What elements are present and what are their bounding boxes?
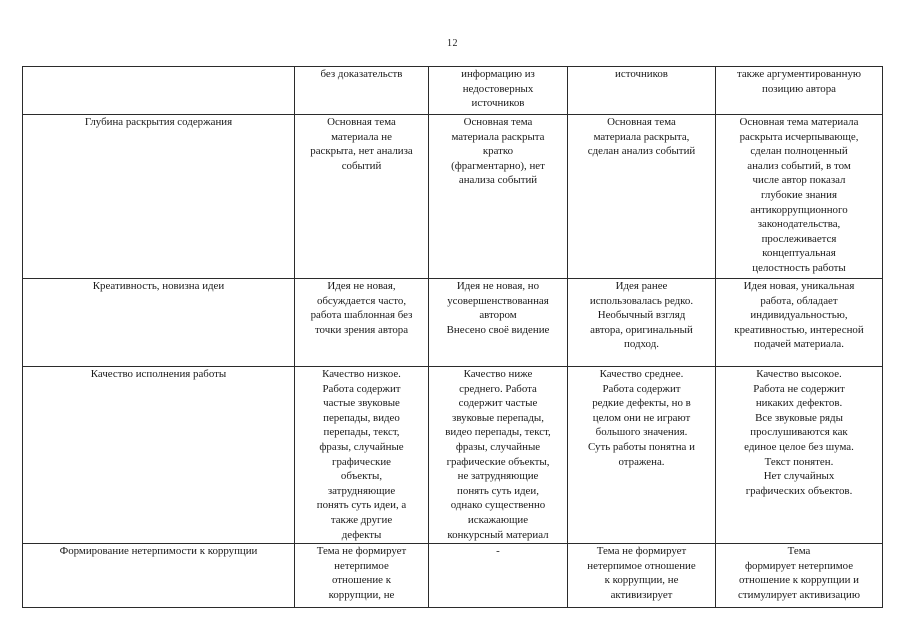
- table-row: [23, 279, 883, 367]
- cell-text: информацию из недостоверных источников: [461, 68, 535, 110]
- criterion-label: Формирование нетерпимости к коррупции: [59, 545, 258, 557]
- score-cell-4: [716, 544, 883, 608]
- score-cell-1: [295, 544, 429, 608]
- score-cell-1: [295, 279, 429, 367]
- cell-text: Основная тема материала раскрыта исчерпывающе, сделан полноценный анализ событий, в том числе автор показал глубокие знания антикоррупционного законодательства, прослеживается концептуальная целостность работы: [739, 116, 859, 274]
- score-cell-2: [429, 544, 568, 608]
- score-cell-2: [429, 67, 568, 115]
- cell-text: Тема формирует нетерпимое отношение к коррупции и стимулирует активизацию: [738, 545, 860, 601]
- score-cell-3: [568, 367, 716, 544]
- table-row: [23, 115, 883, 279]
- cell-text: Идея ранее использовалась редко. Необычный взгляд автора, оригинальный подход.: [589, 280, 694, 351]
- cell-text: Основная тема материала раскрыта, сделан анализ событий: [587, 116, 696, 158]
- cell-text: Основная тема материала раскрыта кратко (фрагментарно), нет анализа событий: [451, 116, 545, 187]
- table-row: [23, 544, 883, 608]
- cell-text: -: [496, 545, 500, 557]
- criterion-cell: [23, 279, 295, 367]
- cell-text: Качество низкое. Работа содержит частые звуковые перепады, видео перепады, текст, фразы, случайные графические объекты, затрудняющие понять суть идеи, а также другие дефекты: [316, 368, 407, 541]
- score-cell-4: [716, 279, 883, 367]
- score-cell-4: [716, 115, 883, 279]
- score-cell-3: [568, 279, 716, 367]
- criterion-cell: [23, 544, 295, 608]
- score-cell-2: [429, 279, 568, 367]
- cell-text: Качество ниже среднего. Работа содержит частые звуковые перепады, видео перепады, текст, фразы, случайные графические объекты, не затрудняющие понять суть идеи, однако существенно искажающие конкурсный материал: [445, 368, 551, 541]
- cell-text: Идея не новая, обсуждается часто, работа шаблонная без точки зрения автора: [310, 280, 413, 336]
- page-number: 12: [447, 38, 458, 49]
- criterion-label: Глубина раскрытия содержания: [84, 116, 233, 128]
- score-cell-1: [295, 67, 429, 115]
- table-row: [23, 67, 883, 115]
- score-cell-3: [568, 115, 716, 279]
- score-cell-1: [295, 115, 429, 279]
- cell-text: Идея не новая, но усовершенствованная автором Внесено своё видение: [446, 280, 550, 336]
- score-cell-4: [716, 367, 883, 544]
- criterion-cell: [23, 115, 295, 279]
- criterion-cell: [23, 67, 295, 115]
- cell-text: Тема не формирует нетерпимое отношение к коррупции, не: [316, 545, 407, 601]
- cell-text: без доказательств: [320, 68, 403, 80]
- cell-text: Идея новая, уникальная работа, обладает индивидуальностью, креативностью, интересной подачей материала.: [734, 280, 864, 351]
- cell-text: Основная тема материала не раскрыта, нет анализа событий: [310, 116, 413, 172]
- cell-text: Качество среднее. Работа содержит редкие дефекты, но в целом они не играют большого значения. Суть работы понятна и отражена.: [588, 368, 695, 468]
- evaluation-criteria-table: [22, 66, 883, 608]
- cell-text: источников: [615, 68, 668, 80]
- score-cell-2: [429, 115, 568, 279]
- criterion-label: Качество исполнения работы: [90, 368, 227, 380]
- score-cell-2: [429, 367, 568, 544]
- cell-text: Тема не формирует нетерпимое отношение к коррупции, не активизирует: [587, 545, 696, 601]
- score-cell-3: [568, 67, 716, 115]
- table-row: [23, 367, 883, 544]
- criterion-label: Креативность, новизна идеи: [92, 280, 225, 292]
- score-cell-1: [295, 367, 429, 544]
- criterion-cell: [23, 367, 295, 544]
- score-cell-4: [716, 67, 883, 115]
- score-cell-3: [568, 544, 716, 608]
- cell-text: Качество высокое. Работа не содержит никаких дефектов. Все звуковые ряды прослушиваются как единое целое без шума. Текст понятен. Нет случайных графических объектов.: [744, 368, 854, 497]
- cell-text: также аргументированную позицию автора: [736, 68, 862, 95]
